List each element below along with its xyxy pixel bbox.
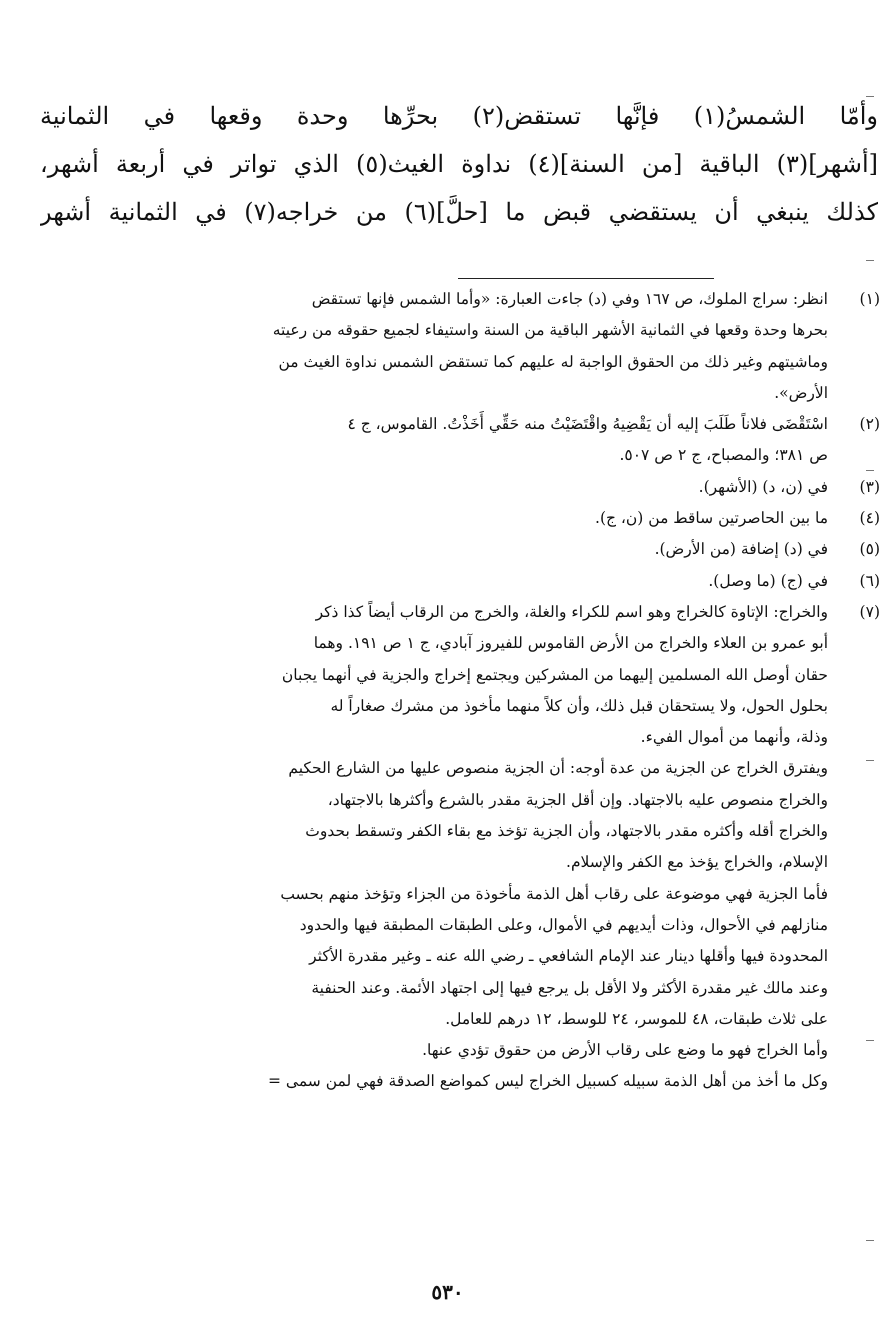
scan-margin-mark <box>866 1240 874 1241</box>
footnote-line: على ثلاث طبقات، ٤٨ للموسر، ٢٤ للوسط، ١٢ درهم للعامل. <box>445 1009 828 1028</box>
footnote-line: وكل ما أخذ من أهل الذمة سبيله كسبيل الخراج ليس كمواضع الصدقة فهي لمن سمى = <box>268 1072 828 1091</box>
scan-margin-mark <box>866 260 874 261</box>
scan-margin-mark <box>866 760 874 761</box>
footnote-line: الأرض». <box>774 383 828 402</box>
footnote-number: (٣) <box>859 477 880 496</box>
footnote-line: اسْتَقْضَى فلاناً طَلَبَ إليه أن يَقْضِيهُ واقْتَضَيْتُ منه حَقِّي أَخَذْتُ. القاموس، ج ٤ <box>347 415 828 434</box>
footnote <box>32 472 880 503</box>
footnote-line: وذلة، وأنهما من أموال الفيء. <box>640 728 828 747</box>
footnote-number: (٧) <box>859 602 880 621</box>
footnote-line: ما بين الحاصرتين ساقط من (ن، ج). <box>595 509 828 528</box>
footnote-line: والخراج: الإتاوة كالخراج وهو اسم للكراء والغلة، والخرج من الرقاب أيضاً كذا ذكر <box>315 602 828 621</box>
footnote-line: في (د) إضافة (من الأرض). <box>654 540 828 559</box>
footnote-number: (٤) <box>859 509 880 528</box>
scan-margin-mark <box>866 96 874 97</box>
footnote-body <box>32 566 828 597</box>
footnote-line: والخراج منصوص عليه بالاجتهاد. وإن أقل الجزية مقدر بالشرع وأكثرها بالاجتهاد، <box>327 790 828 809</box>
footnote-line: وأما الخراج فهو ما وضع على رقاب الأرض من حقوق تؤدي عنها. <box>422 1041 828 1060</box>
footnote <box>32 409 880 472</box>
footnote <box>32 597 880 753</box>
footnote-number: (٥) <box>859 540 880 559</box>
footnote-line: منازلهم في الأحوال، وذات أيديهم في الأموال، وعلى الطبقات المطبقة فيها والحدود <box>299 915 828 934</box>
footnote-line: فأما الجزية فهي موضوعة على رقاب أهل الذمة مأخوذة من الجزاء وتؤخذ منهم بحسب <box>280 884 828 903</box>
footnote-line: وعند مالك غير مقدرة الأكثر ولا الأقل بل يرجع فيها إلى اجتهاد الأئمة. وعند الحنفية <box>311 978 828 997</box>
footnote-line: في (ج) (ما وصل). <box>708 571 828 590</box>
footnote-line: في (ن، د) (الأشهر). <box>698 477 828 496</box>
footnote <box>32 566 880 597</box>
footnote-separator <box>458 278 714 279</box>
footnote <box>32 284 880 409</box>
footnote-line: المحدودة فيها وأقلها دينار عند الإمام الشافعي ـ رضي الله عنه ـ وغير مقدرة الأكثر <box>309 947 828 966</box>
scan-margin-mark <box>866 470 874 471</box>
footnote-number: (٢) <box>859 415 880 434</box>
footnote-body <box>32 503 828 534</box>
footnote-line: والخراج أقله وأكثره مقدر بالاجتهاد، وأن الجزية تؤخذ مع بقاء الكفر وتسقط بحدوث <box>305 822 828 841</box>
footnote-body <box>32 284 828 409</box>
footnote-line: انظر: سراج الملوك، ص ١٦٧ وفي (د) جاءت العبارة: «وأما الشمس فإنها تستقض <box>311 290 828 308</box>
footnote-line: أبو عمرو بن العلاء والخراج من الأرض القاموس للفيروز آبادي، ج ١ ص ١٩١. وهما <box>313 634 828 653</box>
footnote <box>32 503 880 534</box>
footnote-line: الإسلام، والخراج يؤخذ مع الكفر والإسلام. <box>566 853 828 872</box>
footnotes <box>32 284 880 1098</box>
footnote-number: (١) <box>859 290 880 308</box>
footnote-line: بحرها وحدة وقعها في الثمانية الأشهر الباقية من السنة واستيفاء لجميع حقوقه من رعيته <box>272 321 828 340</box>
footnote-line: حقان أوصل الله المسلمين إليهما من المشركين ويجتمع إخراج والجزية في أنهما يجبان <box>281 665 828 684</box>
footnote-line: ص ٣٨١؛ والمصباح، ج ٢ ص ٥٠٧. <box>619 446 828 465</box>
footnote-body <box>32 472 828 503</box>
footnote-body <box>32 534 828 565</box>
footnote-line: ويفترق الخراج عن الجزية من عدة أوجه: أن الجزية منصوص عليها من الشارع الحكيم <box>288 759 828 778</box>
footnote-line: بحلول الحول، ولا يستحقان قبل ذلك، وأن كلاً منهما مأخوذ من مشرك صغاراً له <box>330 696 828 715</box>
footnote-body <box>32 597 828 753</box>
scan-margin-mark <box>866 1040 874 1041</box>
page-number: ٥٣٠ <box>431 1280 464 1304</box>
main-text-line: [أشهر](٣) الباقية [من السنة](٤) نداوة الغيث(٥) الذي تواتر في أربعة أشهر، <box>40 150 878 178</box>
footnote-number: (٦) <box>859 571 880 590</box>
footnote-line: وماشيتهم وغير ذلك من الحقوق الواجبة له عليهم كما تستقض الشمس نداوة الغيث من <box>278 352 828 371</box>
footnote <box>32 534 880 565</box>
footnote-body <box>32 409 828 472</box>
footnote-continuation <box>32 753 880 1097</box>
main-text-line: كذلك ينبغي أن يستقضي قبض ما [حلَّ](٦) من خراجه(٧) في الثمانية أشهر <box>40 198 878 226</box>
main-text <box>40 92 878 236</box>
main-text-line: وأمّا الشمسُ(١) فإنَّها تستقض(٢) بحرِّها وحدة وقعها في الثمانية <box>40 102 878 130</box>
